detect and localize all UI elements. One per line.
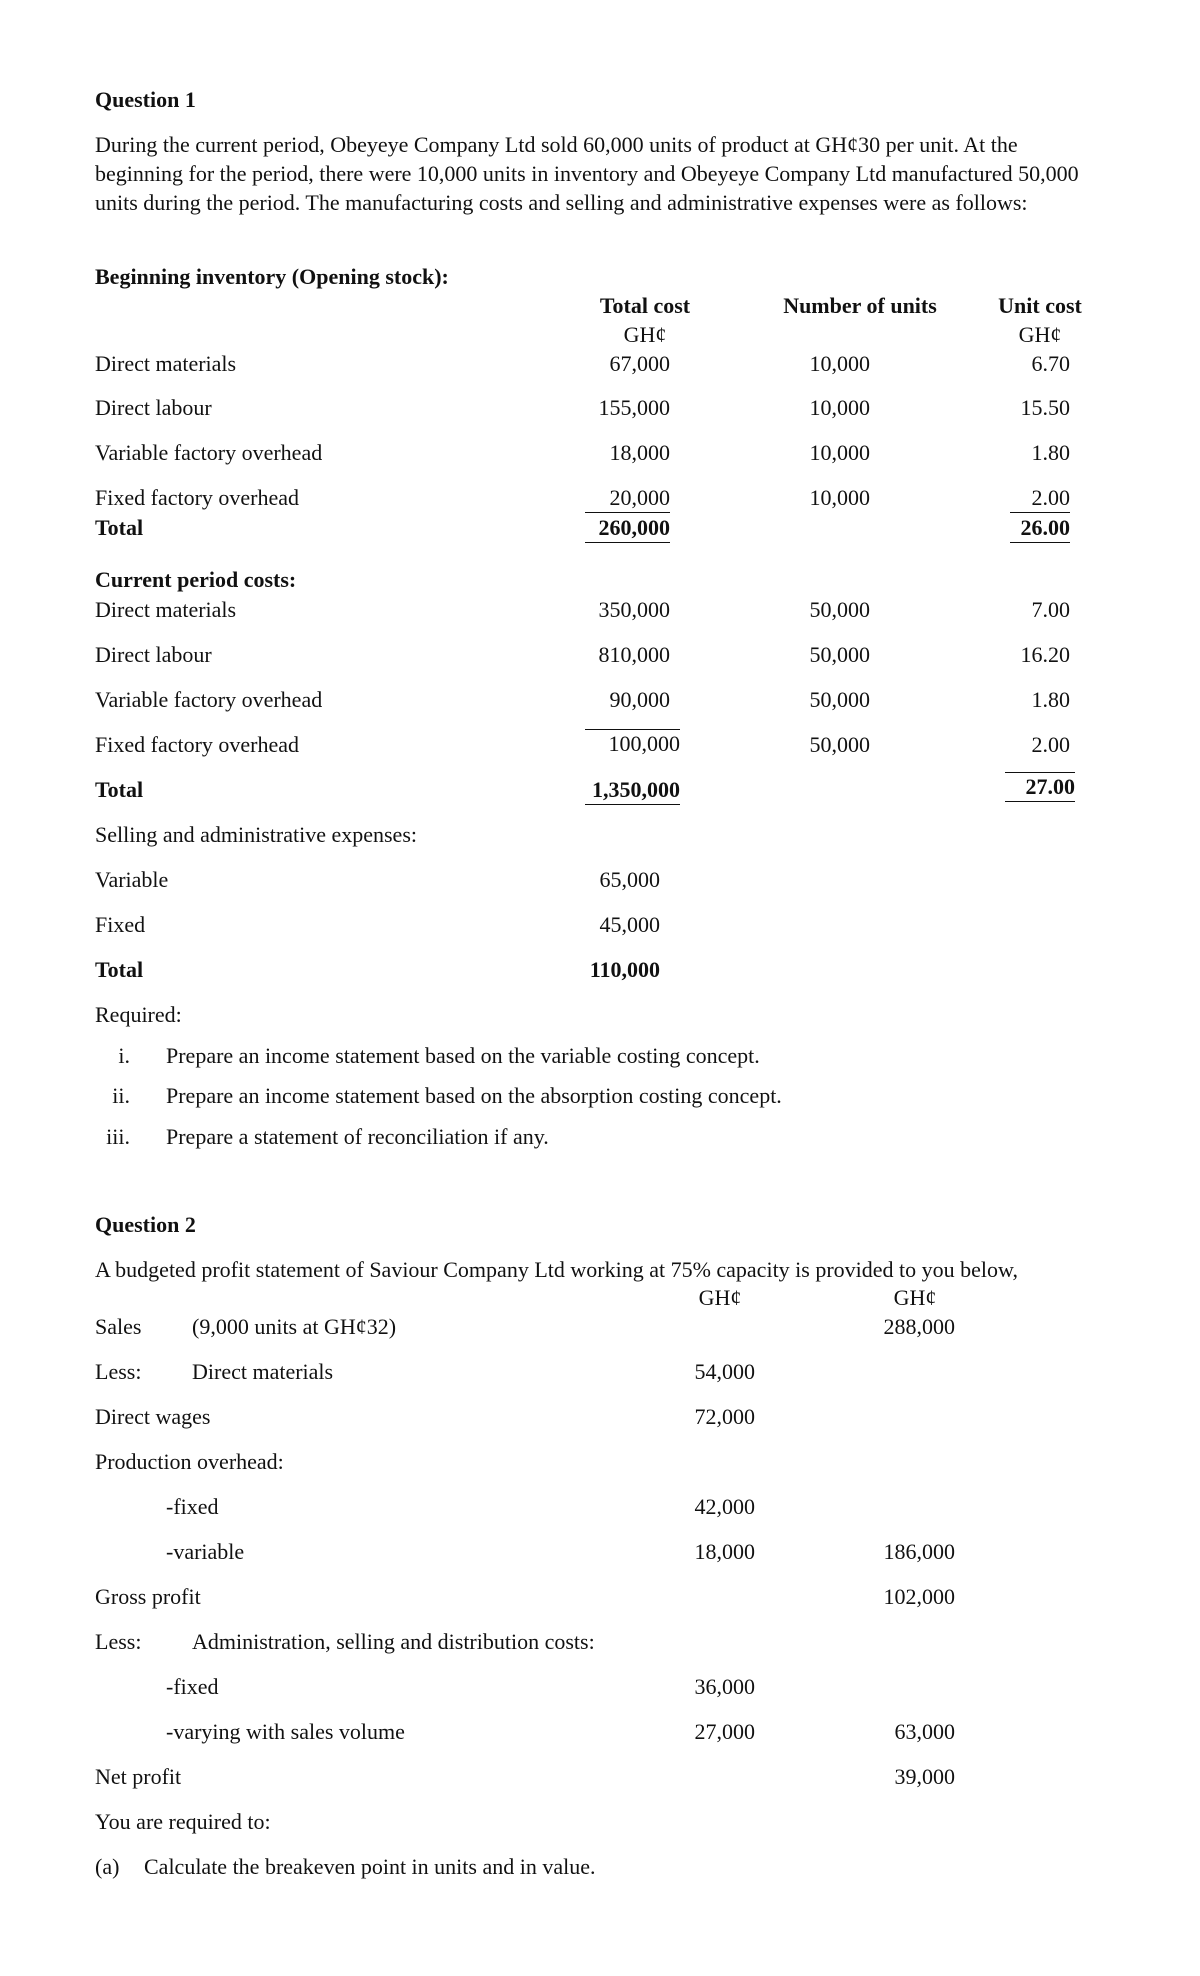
admin-fixed-label: -fixed [166, 1674, 219, 1699]
row-units: 50,000 [809, 687, 870, 712]
total-unit-cost: 27.00 [1005, 772, 1075, 802]
total-unit-cost: 26.00 [1010, 514, 1070, 543]
sales-detail: (9,000 units at GH¢32) [192, 1314, 397, 1339]
row-units: 50,000 [809, 732, 870, 757]
q1-intro: During the current period, Obeyeye Company Ltd sold 60,000 units of product at GH¢30 per unit. At the beginning for the period, there were 10,000 units in inventory and Obeyeye Company Ltd manufactured 50,000 units during the period. The manufacturing costs and selling and administrative expenses were as follows: [95, 132, 1079, 215]
row-label: Variable factory overhead [95, 440, 323, 465]
row-units: 50,000 [809, 597, 870, 622]
row-total: 90,000 [609, 687, 670, 712]
direct-materials-label: Direct materials [192, 1359, 334, 1384]
opening-heading: Beginning inventory (Opening stock): [95, 264, 449, 289]
row-unit-cost: 1.80 [1031, 687, 1070, 712]
task-a-number: (a) [95, 1854, 120, 1879]
q2-col-currency-2: GH¢ [893, 1285, 937, 1310]
row-label: Direct materials [95, 351, 237, 376]
task-a-text: Calculate the breakeven point in units and in value. [144, 1854, 596, 1879]
row-unit-cost: 15.50 [1020, 395, 1070, 420]
row-total: 65,000 [599, 867, 660, 892]
net-profit-value: 39,000 [894, 1764, 955, 1789]
row-label: Direct labour [95, 395, 212, 420]
total-value: 260,000 [585, 514, 670, 543]
row-units: 10,000 [809, 395, 870, 420]
total-label: Total [95, 777, 144, 802]
col-total-cost: Total cost [599, 293, 691, 318]
task-text: Prepare an income statement based on the variable costing concept. [166, 1043, 760, 1068]
direct-materials-value: 54,000 [694, 1359, 755, 1384]
col-total-currency: GH¢ [623, 322, 667, 347]
total-value: 1,350,000 [585, 776, 680, 805]
current-heading: Current period costs: [95, 567, 297, 592]
po-fixed-label: -fixed [166, 1494, 219, 1519]
po-variable-label: -variable [166, 1539, 245, 1564]
task-text: Prepare an income statement based on the absorption costing concept. [166, 1083, 782, 1108]
sga-heading: Selling and administrative expenses: [95, 822, 417, 847]
admin-heading: Administration, selling and distribution costs: [192, 1629, 595, 1654]
admin-total-value: 63,000 [894, 1719, 955, 1744]
less-label-2: Less: [95, 1629, 142, 1654]
q2-heading: Question 2 [95, 1212, 196, 1237]
cost-total-value: 186,000 [883, 1539, 955, 1564]
row-units: 10,000 [809, 485, 870, 510]
q2-col-currency-1: GH¢ [698, 1285, 742, 1310]
row-label: Variable factory overhead [95, 687, 323, 712]
row-total: 350,000 [598, 597, 670, 622]
row-label: Direct materials [95, 597, 237, 622]
po-variable-value: 18,000 [694, 1539, 755, 1564]
po-fixed-value: 42,000 [694, 1494, 755, 1519]
col-unit-currency: GH¢ [1018, 322, 1062, 347]
q1-required: Required: [95, 1002, 182, 1027]
admin-varying-value: 27,000 [694, 1719, 755, 1744]
q1-heading: Question 1 [95, 87, 196, 112]
row-total: 45,000 [599, 912, 660, 937]
row-total: 20,000 [585, 484, 670, 513]
task-number: ii. [112, 1083, 130, 1108]
row-label: Fixed factory overhead [95, 732, 300, 757]
row-units: 50,000 [809, 642, 870, 667]
row-total: 810,000 [598, 642, 670, 667]
production-overhead-label: Production overhead: [95, 1449, 284, 1474]
row-unit-cost: 1.80 [1031, 440, 1070, 465]
row-unit-cost: 6.70 [1031, 351, 1070, 376]
sales-value: 288,000 [883, 1314, 955, 1339]
row-unit-cost: 7.00 [1031, 597, 1070, 622]
admin-varying-label: -varying with sales volume [166, 1719, 405, 1744]
task-number: iii. [106, 1124, 130, 1149]
q2-intro: A budgeted profit statement of Saviour Company Ltd working at 75% capacity is provided to you below, [95, 1257, 1019, 1282]
row-label: Fixed factory overhead [95, 485, 300, 510]
row-total: 18,000 [609, 440, 670, 465]
total-value: 110,000 [589, 957, 660, 982]
row-label: Fixed [95, 912, 146, 937]
direct-wages-value: 72,000 [694, 1404, 755, 1429]
net-profit-label: Net profit [95, 1764, 182, 1789]
row-unit-cost: 2.00 [1031, 732, 1070, 757]
row-total: 67,000 [609, 351, 670, 376]
row-total: 100,000 [585, 729, 680, 758]
row-total: 155,000 [598, 395, 670, 420]
row-units: 10,000 [809, 351, 870, 376]
total-label: Total [95, 515, 144, 540]
row-label: Direct labour [95, 642, 212, 667]
total-label: Total [95, 957, 144, 982]
task-number: i. [118, 1043, 130, 1068]
admin-fixed-value: 36,000 [694, 1674, 755, 1699]
direct-wages-label: Direct wages [95, 1404, 211, 1429]
row-unit-cost: 16.20 [1020, 642, 1070, 667]
gross-profit-value: 102,000 [883, 1584, 955, 1609]
col-unit-cost: Unit cost [998, 293, 1082, 318]
row-unit-cost: 2.00 [1010, 484, 1070, 513]
less-label: Less: [95, 1359, 142, 1384]
task-text: Prepare a statement of reconciliation if any. [166, 1124, 549, 1149]
col-number-of-units: Number of units [783, 293, 937, 318]
gross-profit-label: Gross profit [95, 1584, 201, 1609]
row-label: Variable [95, 867, 169, 892]
q2-required: You are required to: [95, 1809, 271, 1834]
sales-label: Sales [95, 1314, 142, 1339]
row-units: 10,000 [809, 440, 870, 465]
